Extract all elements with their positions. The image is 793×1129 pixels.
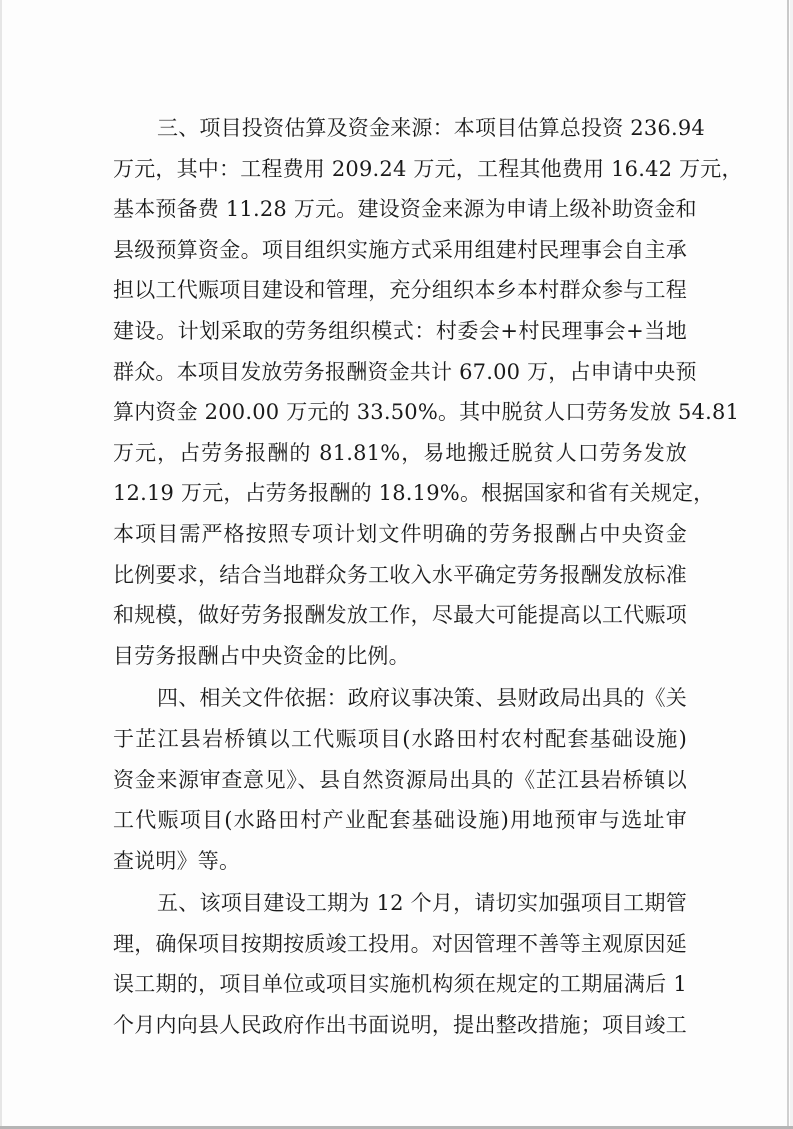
paragraph-line: 查说明》等。 [113,848,241,873]
paragraph-line: 三、项目投资估算及资金来源：本项目估算总投资 236.94 [157,116,705,140]
paragraph-section-4 [113,678,687,881]
paragraph-line: 误工期的，项目单位或项目实施机构须在规定的工期届满后 1 [113,972,687,997]
paragraph-line: 万元，占劳务报酬的 81.81%，易地搬迁脱贫人口劳务发放 [113,440,687,465]
paragraph-line: 本项目需严格按照专项计划文件明确的劳务报酬占中央资金 [113,521,687,546]
paragraph-line: 比例要求，结合当地群众务工收入水平确定劳务报酬发放标准 [113,562,687,587]
paragraph-line: 群众。本项目发放劳务报酬资金共计 67.00 万，占申请中央预 [113,359,697,384]
paragraph-line: 于芷江县岩桥镇以工代赈项目(水路田村农村配套基础设施) [113,726,687,751]
paragraph-line: 五、该项目建设工期为 12 个月，请切实加强项目工期管 [157,891,687,916]
paragraph-line: 工代赈项目(水路田村产业配套基础设施)用地预审与选址审 [113,808,687,833]
paragraph-section-3 [113,108,743,676]
scan-edge-left [0,0,2,1129]
scan-edge-right [787,0,789,1129]
paragraph-line: 万元，其中：工程费用 209.24 万元，工程其他费用 16.42 万元， [113,156,743,181]
paragraph-line: 基本预备费 11.28 万元。建设资金来源为申请上级补助资金和 [113,197,697,222]
document-body [113,108,743,1046]
paragraph-line: 理，确保项目按期按质竣工投用。对因管理不善等主观原因延 [113,931,687,956]
paragraph-section-5 [113,883,687,1045]
paragraph-line: 目劳务报酬占中央资金的比例。 [113,643,410,668]
paragraph-line: 资金来源审查意见》、县自然资源局出具的《芷江县岩桥镇以 [113,767,687,792]
paragraph-line: 算内资金 200.00 万元的 33.50%。其中脱贫人口劳务发放 54.81 [113,400,740,425]
paragraph-line: 四、相关文件依据：政府议事决策、县财政局出具的《关 [157,686,687,711]
paragraph-line: 个月内向县人民政府作出书面说明，提出整改措施；项目竣工 [113,1013,687,1038]
paragraph-line: 建设。计划采取的劳务组织模式：村委会+村民理事会+当地 [113,318,687,343]
paragraph-line: 12.19 万元，占劳务报酬的 18.19%。根据国家和省有关规定， [113,481,715,506]
paragraph-line: 和规模，做好劳务报酬发放工作，尽最大可能提高以工代赈项 [113,603,687,628]
paragraph-line: 县级预算资金。项目组织实施方式采用组建村民理事会自主承 [113,237,687,262]
paragraph-line: 担以工代赈项目建设和管理，充分组织本乡本村群众参与工程 [113,278,687,303]
